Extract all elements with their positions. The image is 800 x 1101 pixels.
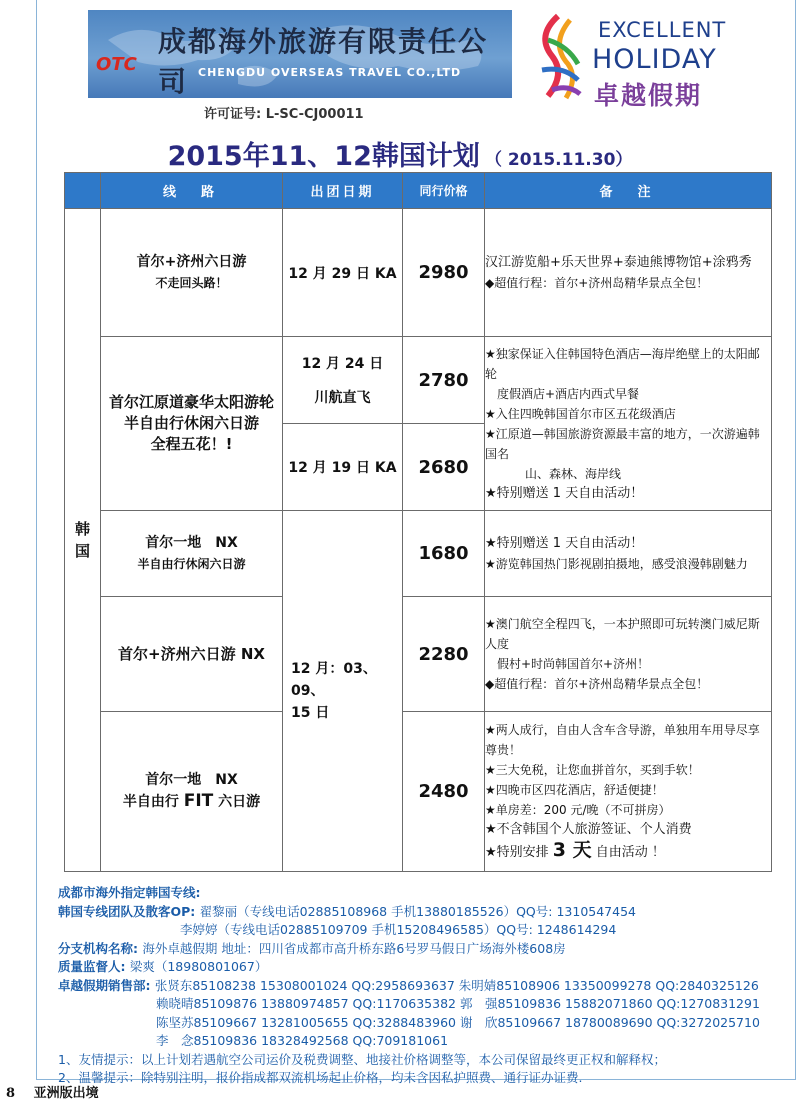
footer-sales-line (58, 1032, 788, 1051)
note-line: ★不含韩国个人旅游签证、个人消费 (485, 822, 692, 837)
note-line: 山、森林、海岸线 (525, 466, 622, 481)
table-row (65, 712, 772, 872)
brand-name-en1: EXCELLENT (598, 18, 727, 42)
price-cell: 2780 (403, 337, 485, 424)
footer-label: 韩国专线团队及散客OP: (58, 903, 196, 919)
note-line: ★游览韩国热门影视剧拍摄地，感受浪漫韩剧魅力 (485, 556, 748, 571)
price-cell: 2980 (403, 209, 485, 337)
route-cell (101, 511, 283, 597)
notes-cell (485, 209, 772, 337)
note-part: ★特别安排 (485, 845, 549, 860)
footer-branch-line (58, 940, 788, 959)
brand-swirl-icon (528, 10, 592, 110)
brand-name-cn: 卓越假期 (594, 81, 703, 110)
price-cell: 1680 (403, 511, 485, 597)
company-name-cn: 成都海外旅游有限责任公司 (158, 25, 489, 98)
shared-date-line: 12 月：03、09、 (291, 661, 377, 699)
note-line: ★特别赠送 1 天自由活动！ (485, 535, 644, 551)
footer-tip: 2、温馨提示：除特别注明，报价指成都双流机场起止价格，均未含因私护照费、通行证办证费. (58, 1070, 583, 1085)
tour-plan-table (64, 172, 772, 872)
footer-label: 卓越假期销售部: (58, 977, 151, 993)
date-flight: 川航直飞 (314, 390, 371, 406)
page-footer (6, 1082, 99, 1101)
header-notes: 备 注 (485, 173, 772, 209)
excellent-holiday-brand (528, 10, 778, 110)
note-line: ★两人成行，自由人含车含导游，单独用车用导尽享尊贵！ (485, 723, 760, 757)
note-line: ★三大免税，让您血拼首尔，买到手软！ (485, 763, 700, 777)
note-line: ★四晚市区四花酒店，舒适便捷！ (485, 783, 664, 797)
country-cell (65, 209, 101, 872)
plan-title-date: （ 2015.11.30） (484, 150, 633, 170)
header-route: 线 路 (101, 173, 283, 209)
route-cell (101, 209, 283, 337)
route-name: 首尔+济州六日游 (136, 253, 247, 270)
route-subtitle: 不走回头路！ (155, 275, 228, 290)
company-name-en: CHENGDU OVERSEAS TRAVEL CO.,LTD (198, 66, 462, 79)
table-row (65, 209, 772, 337)
footer-op-line (58, 903, 788, 922)
notes-cell (485, 712, 772, 872)
table-row (65, 337, 772, 424)
route-subtitle-part: 半自由行 (122, 794, 179, 810)
page-number: 8 (6, 1086, 16, 1101)
header-price: 同行价格 (403, 173, 485, 209)
footer-sales-line (58, 977, 788, 996)
footer-sales-line (58, 1014, 788, 1033)
note-line: ★单房差：200 元/晚（不可拼房） (485, 803, 671, 817)
footer-value: 张贤东85108238 15308001024 QQ:2958693637 朱明婧85108906 13350099278 QQ:2840325126 (154, 977, 759, 993)
country-label: 韩国 (74, 520, 90, 560)
notes-cell (485, 337, 772, 511)
footer-value: 赖晓晴85109876 13880974857 QQ:1170635382 郭 强85109836 15882071860 QQ:1270831291 (156, 996, 760, 1011)
date-cell: 12 月 19 日 KA (283, 424, 403, 511)
route-name: 首尔江原道豪华太阳游轮 (108, 393, 274, 411)
company-banner (88, 10, 512, 98)
table-row (65, 511, 772, 597)
footer-label: 质量监督人: (58, 959, 126, 974)
route-cell (101, 337, 283, 511)
header-dates: 出团日期 (283, 173, 403, 209)
price-cell: 2280 (403, 597, 485, 712)
route-highlight: 全程五花！! (150, 435, 233, 453)
note-line: ◆超值行程：首尔+济州岛精华景点全包！ (485, 677, 709, 691)
footer-value: 翟黎丽（专线电话02885108968 手机13880185526）QQ号: 1310547454 (199, 903, 636, 919)
footer-tip: 1、友情提示：以上计划若遇航空公司运价及税费调整、地接社价格调整等，本公司保留最终更正权和解释权； (58, 1051, 666, 1067)
footer-quality-line (58, 958, 788, 977)
note-line: ★入住四晚韩国首尔市区五花级酒店 (485, 406, 676, 421)
route-cell (101, 712, 283, 872)
route-name: 首尔+济州六日游 NX (118, 644, 265, 663)
footer-value: 海外卓越假期 地址：四川省成都市高升桥东路6号罗马假日广场海外楼608房 (142, 940, 566, 956)
route-subtitle: 半自由行休闲六日游 (137, 556, 246, 571)
footer-label: 分支机构名称: (58, 940, 138, 956)
price-cell: 2680 (403, 424, 485, 511)
date-value: 12 月 24 日 (301, 356, 384, 372)
note-line: ★独家保证入住韩国特色酒店—海岸绝壁上的太阳邮轮 (485, 346, 760, 381)
date-cell (283, 337, 403, 424)
footer-sales-line (58, 995, 788, 1014)
shared-date-line: 15 日 (291, 705, 330, 721)
route-subtitle: 半自由行休闲六日游 (123, 414, 259, 432)
notes-cell (485, 597, 772, 712)
footer-heading: 成都市海外指定韩国专线: (58, 885, 201, 900)
route-name: 首尔一地 NX (145, 772, 238, 788)
table-header-row (65, 173, 772, 209)
route-cell (101, 597, 283, 712)
table-row (65, 597, 772, 712)
price-cell: 2480 (403, 712, 485, 872)
note-line: ★江原道—韩国旅游资源最丰富的地方，一次游遍韩国名 (485, 426, 760, 461)
shared-date-cell (283, 511, 403, 872)
brand-name-en2: HOLIDAY (592, 44, 717, 75)
note-line: ◆超值行程：首尔+济州岛精华景点全包！ (485, 275, 709, 290)
note-line: 假村+时尚韩国首尔+济州！ (497, 657, 650, 671)
route-subtitle-fit: FIT (183, 791, 214, 811)
route-subtitle (101, 791, 282, 813)
notes-cell (485, 511, 772, 597)
header-country (65, 173, 101, 209)
license-number: 许可证号: L-SC-CJ00011 (204, 107, 364, 122)
footer-op-line (58, 921, 788, 940)
otc-logo: OTC (96, 54, 137, 75)
note-line: 度假酒店+酒店内西式早餐 (497, 386, 640, 401)
note-part: 自由活动 ！ (595, 845, 665, 860)
footer-value: 李婷婷（专线电话02885109709 手机15208496585）QQ号: 1248614294 (180, 922, 617, 937)
note-line: 汉江游览船+乐天世界+泰迪熊博物馆+涂鸦秀 (485, 254, 752, 270)
footer-value: 李 念85109836 18328492568 QQ:709181061 (156, 1033, 449, 1048)
note-line (485, 840, 771, 863)
route-subtitle-part: 六日游 (218, 794, 261, 810)
note-highlight: 3 天 (552, 839, 592, 861)
footer-contacts (58, 884, 788, 1088)
note-line: ★澳门航空全程四飞，一本护照即可玩转澳门威尼斯人度 (485, 617, 760, 651)
note-line: ★特别赠送 1 天自由活动！ (485, 485, 644, 501)
route-name: 首尔一地 NX (145, 534, 238, 551)
publication-name: 亚洲版出境 (33, 1086, 99, 1101)
plan-title (0, 134, 800, 173)
plan-title-main: 2015年11、12韩国计划 (167, 141, 480, 172)
footer-value: 陈坚苏85109667 13281005655 QQ:3288483960 谢 欣85109667 18780089690 QQ:3272025710 (156, 1014, 760, 1030)
footer-value: 梁爽（18980801067） (129, 959, 268, 974)
date-cell: 12 月 29 日 KA (283, 209, 403, 337)
